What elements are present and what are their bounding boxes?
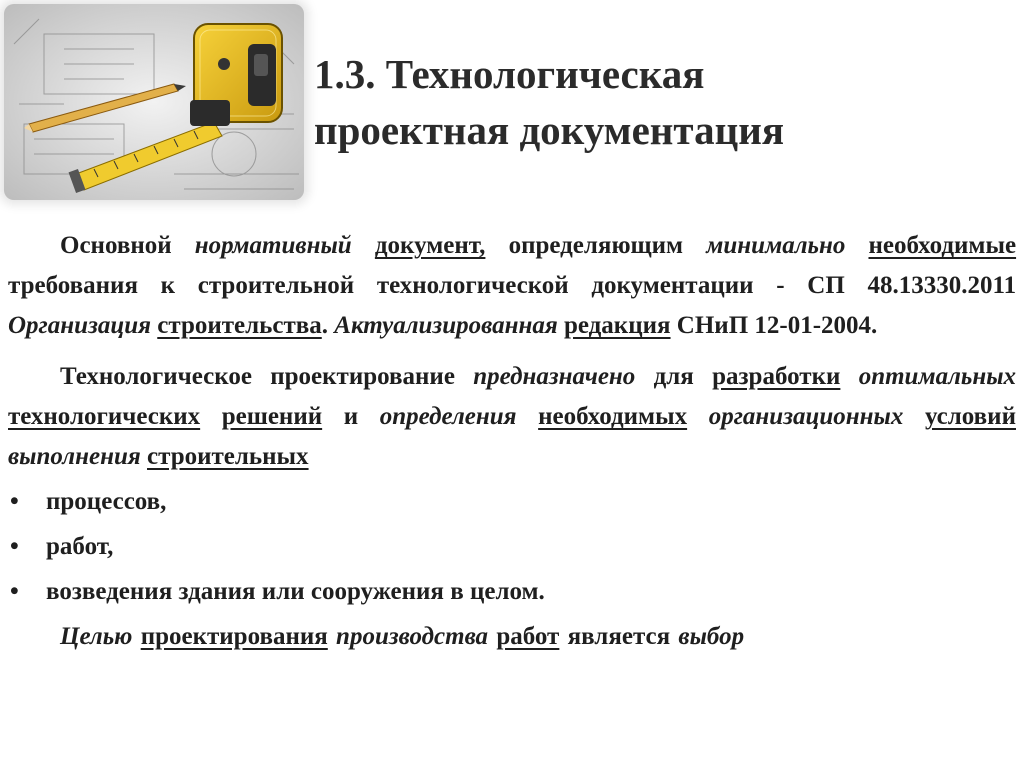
text-word: предназначено <box>473 363 636 390</box>
bullet-text: процессов, <box>46 488 167 515</box>
process-bullet-list <box>8 479 1016 614</box>
bullet-symbol: • <box>10 488 19 515</box>
text-word: минимально <box>706 232 846 259</box>
text-word: выбор <box>678 623 745 650</box>
text-word: выполнения <box>8 443 141 470</box>
text-word: необходимые <box>868 232 1017 259</box>
paragraph-technological-design <box>8 357 1016 477</box>
text-word: условий <box>924 403 1016 430</box>
bullet-symbol: • <box>10 533 19 560</box>
text-word: Целью <box>60 623 133 650</box>
bullet-text: работ, <box>46 533 114 560</box>
text-word: документации <box>591 272 754 299</box>
text-word: проектирование <box>270 363 455 390</box>
paragraph-normative-document <box>8 226 1016 346</box>
title-line-2: проектная документация <box>314 107 784 153</box>
text-word: строительных <box>147 443 309 470</box>
text-word: оптимальных <box>858 363 1017 390</box>
text-word: нормативный <box>194 232 352 259</box>
text-word: документ, <box>374 232 486 259</box>
text-word: строительной <box>197 272 355 299</box>
text-word: редакция <box>563 312 671 339</box>
text-word: . <box>321 312 329 339</box>
slide-body <box>8 226 1016 657</box>
text-word: 12-01-2004. <box>754 312 878 339</box>
text-word: СНиП <box>676 312 749 339</box>
text-word: производства <box>336 623 489 650</box>
text-word: определяющим <box>508 232 684 259</box>
title-line-1: 1.3. Технологическая <box>314 51 705 97</box>
bullet-item <box>8 524 1016 569</box>
text-word: Технологическое <box>60 363 252 390</box>
text-word: и <box>343 403 359 430</box>
text-word: определения <box>379 403 517 430</box>
text-word: Актуализированная <box>334 312 558 339</box>
text-word: требования <box>8 272 138 299</box>
text-word: СП <box>807 272 845 299</box>
text-word: необходимых <box>538 403 688 430</box>
text-word: организационных <box>708 403 904 430</box>
text-word: технологических <box>8 403 201 430</box>
text-word: технологической <box>376 272 569 299</box>
text-word: 48.13330.2011 <box>867 272 1017 299</box>
tape-measure-image <box>4 4 304 200</box>
text-word: Основной <box>60 232 172 259</box>
text-word: работ <box>496 623 560 650</box>
bullet-symbol: • <box>10 578 19 605</box>
text-word: строительства <box>157 312 322 339</box>
paragraph-design-goal <box>8 617 1016 657</box>
bullet-text: возведения здания или сооружения в целом. <box>46 578 545 605</box>
text-word: является <box>567 623 671 650</box>
text-word: - <box>776 272 785 299</box>
text-word: Организация <box>8 312 152 339</box>
bullet-item <box>8 479 1016 524</box>
text-word: к <box>160 272 176 299</box>
text-word: решений <box>221 403 323 430</box>
text-word: разработки <box>712 363 841 390</box>
text-word: проектирования <box>140 623 328 650</box>
tape-measure-icon <box>4 4 304 200</box>
slide-title <box>314 46 1004 158</box>
bullet-item <box>8 569 1016 614</box>
text-word: для <box>653 363 694 390</box>
